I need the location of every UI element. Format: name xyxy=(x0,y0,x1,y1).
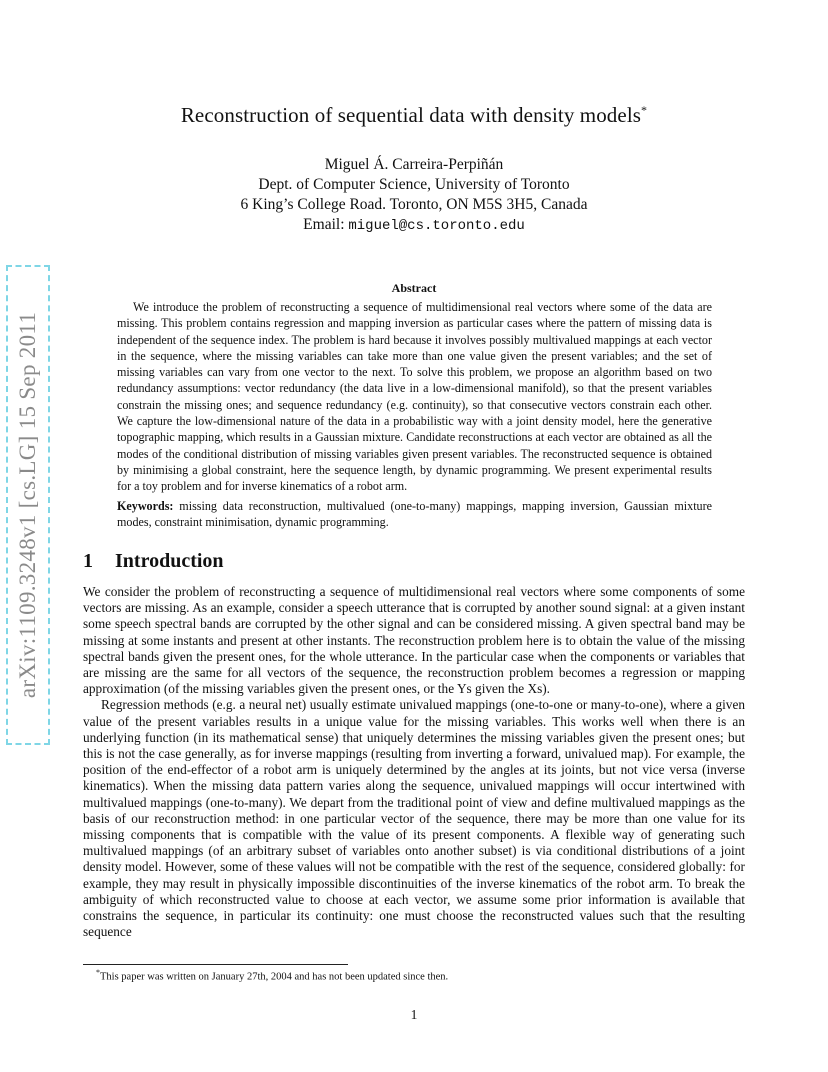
abstract-text: We introduce the problem of reconstructing a sequence of multidimensional real vectors where some of the data are missing. This problem contains regression and mapping inversion as particular cases where the pattern of missing data is independent of the sequence index. The problem is hard because it involves possibly multivalued mappings at each vector in the sequence, where the missing variables can take more than one value given the present variables; and the set of missing variables can vary from one vector to the next. To solve this problem, we propose an algorithm based on two redundancy assumptions: vector redundancy (the data live in a low-dimensional manifold), so that the present variables constrain the missing ones; and sequence redundancy (e.g. continuity), so that consecutive vectors constrain each other. We capture the low-dimensional nature of the data in a probabilistic way with a joint density model, here the generative topographic mapping, which results in a Gaussian mixture. Candidate reconstructions at each vector are obtained as all the modes of the conditional distribution of missing variables given present variables. The reconstructed sequence is obtained by minimising a global constraint, here the sequence length, by dynamic programming. We present experimental results for a toy problem and for inverse kinematics of a robot arm. xyxy=(117,300,712,494)
abstract-heading: Abstract xyxy=(391,281,437,295)
keywords xyxy=(117,498,712,531)
author-name: Miguel Á. Carreira-Perpiñán xyxy=(324,156,504,173)
footnote xyxy=(96,968,448,983)
body-text xyxy=(83,584,745,940)
paper-title-text: Reconstruction of sequential data with density models xyxy=(180,103,642,127)
footnote-rule xyxy=(83,964,348,965)
section-number: 1 xyxy=(83,550,93,572)
footnote-mark: * xyxy=(96,968,100,977)
body-paragraph: Regression methods (e.g. a neural net) usually estimate univalued mappings (one-to-one or many-to-one), where a given value of the present variables results in a unique value for the missing variables. This works well when there is an underlying function (in its mathematical sense) that uniquely determines the missing variables given the present ones; but this is not the case generally, as for inverse mappings (resulting from inverting a forward, univalued map). For example, the position of the end-effector of a robot arm is uniquely determined by the angles at its joints, but not vice versa (inverse kinematics). When the missing data pattern varies along the sequence, univalued mappings will occur intertwined with multivalued mappings (one-to-many). We depart from the traditional point of view and define multivalued mappings as the basis of our reconstruction method: in one particular vector of the sequence, there may be more than one value for its missing components that is compatible with the value of its present components. A flexible way of generating such multivalued mappings (of an arbitrary subset of variables onto another subset) is via conditional distributions of a joint density model. However, some of these values will not be compatible with the rest of the sequence, considered globally: for example, they may result in physically impossible discontinuities of the inverse kinematics of the robot arm. To break the ambiguity of which reconstructed value to choose at each vector, we assume some prior information is available that constrains the sequence, in particular its continuity: one must choose the reconstructed values such that the resulting sequence xyxy=(83,697,745,940)
section-title: Introduction xyxy=(115,550,224,572)
arxiv-stamp xyxy=(6,265,50,745)
paper-title xyxy=(0,103,828,128)
title-footnote-mark: * xyxy=(641,103,648,117)
footnote-text: This paper was written on January 27th, 2004 and has not been updated since then. xyxy=(100,971,449,983)
section-heading xyxy=(83,550,224,573)
email-label: Email: xyxy=(303,216,349,233)
author-affiliation: Dept. of Computer Science, University of Toronto xyxy=(258,176,570,193)
author-block xyxy=(0,155,828,236)
arxiv-identifier: arXiv:1109.3248v1 [cs.LG] 15 Sep 2011 xyxy=(15,311,41,699)
keywords-text: missing data reconstruction, multivalued (one-to-many) mappings, mapping inversion, Gaussian mixture modes, constraint minimisation, dynamic programming. xyxy=(117,499,712,530)
author-email-line xyxy=(0,215,828,236)
body-paragraph: We consider the problem of reconstructing a sequence of multidimensional real vectors where some components of some vectors are missing. As an example, consider a speech utterance that is corrupted by another sound signal: at a given instant some speech spectral bands are corrupted by the other signal and can be considered missing. A given spectral band may be missing at some instants and present at other instants. The reconstruction problem here is to obtain the value of the missing spectral bands given the present ones, for the whole utterance. In the particular case when the components or variables that are missing are the same for all vectors of the sequence, the reconstruction problem becomes a regression or mapping approximation (of the missing variables given the present ones, or the Ys given the Xs). xyxy=(83,584,745,697)
author-email: miguel@cs.toronto.edu xyxy=(348,218,525,234)
page-number: 1 xyxy=(410,1007,418,1022)
keywords-label: Keywords: xyxy=(117,499,174,513)
author-address: 6 King’s College Road. Toronto, ON M5S 3H5, Canada xyxy=(240,196,588,213)
